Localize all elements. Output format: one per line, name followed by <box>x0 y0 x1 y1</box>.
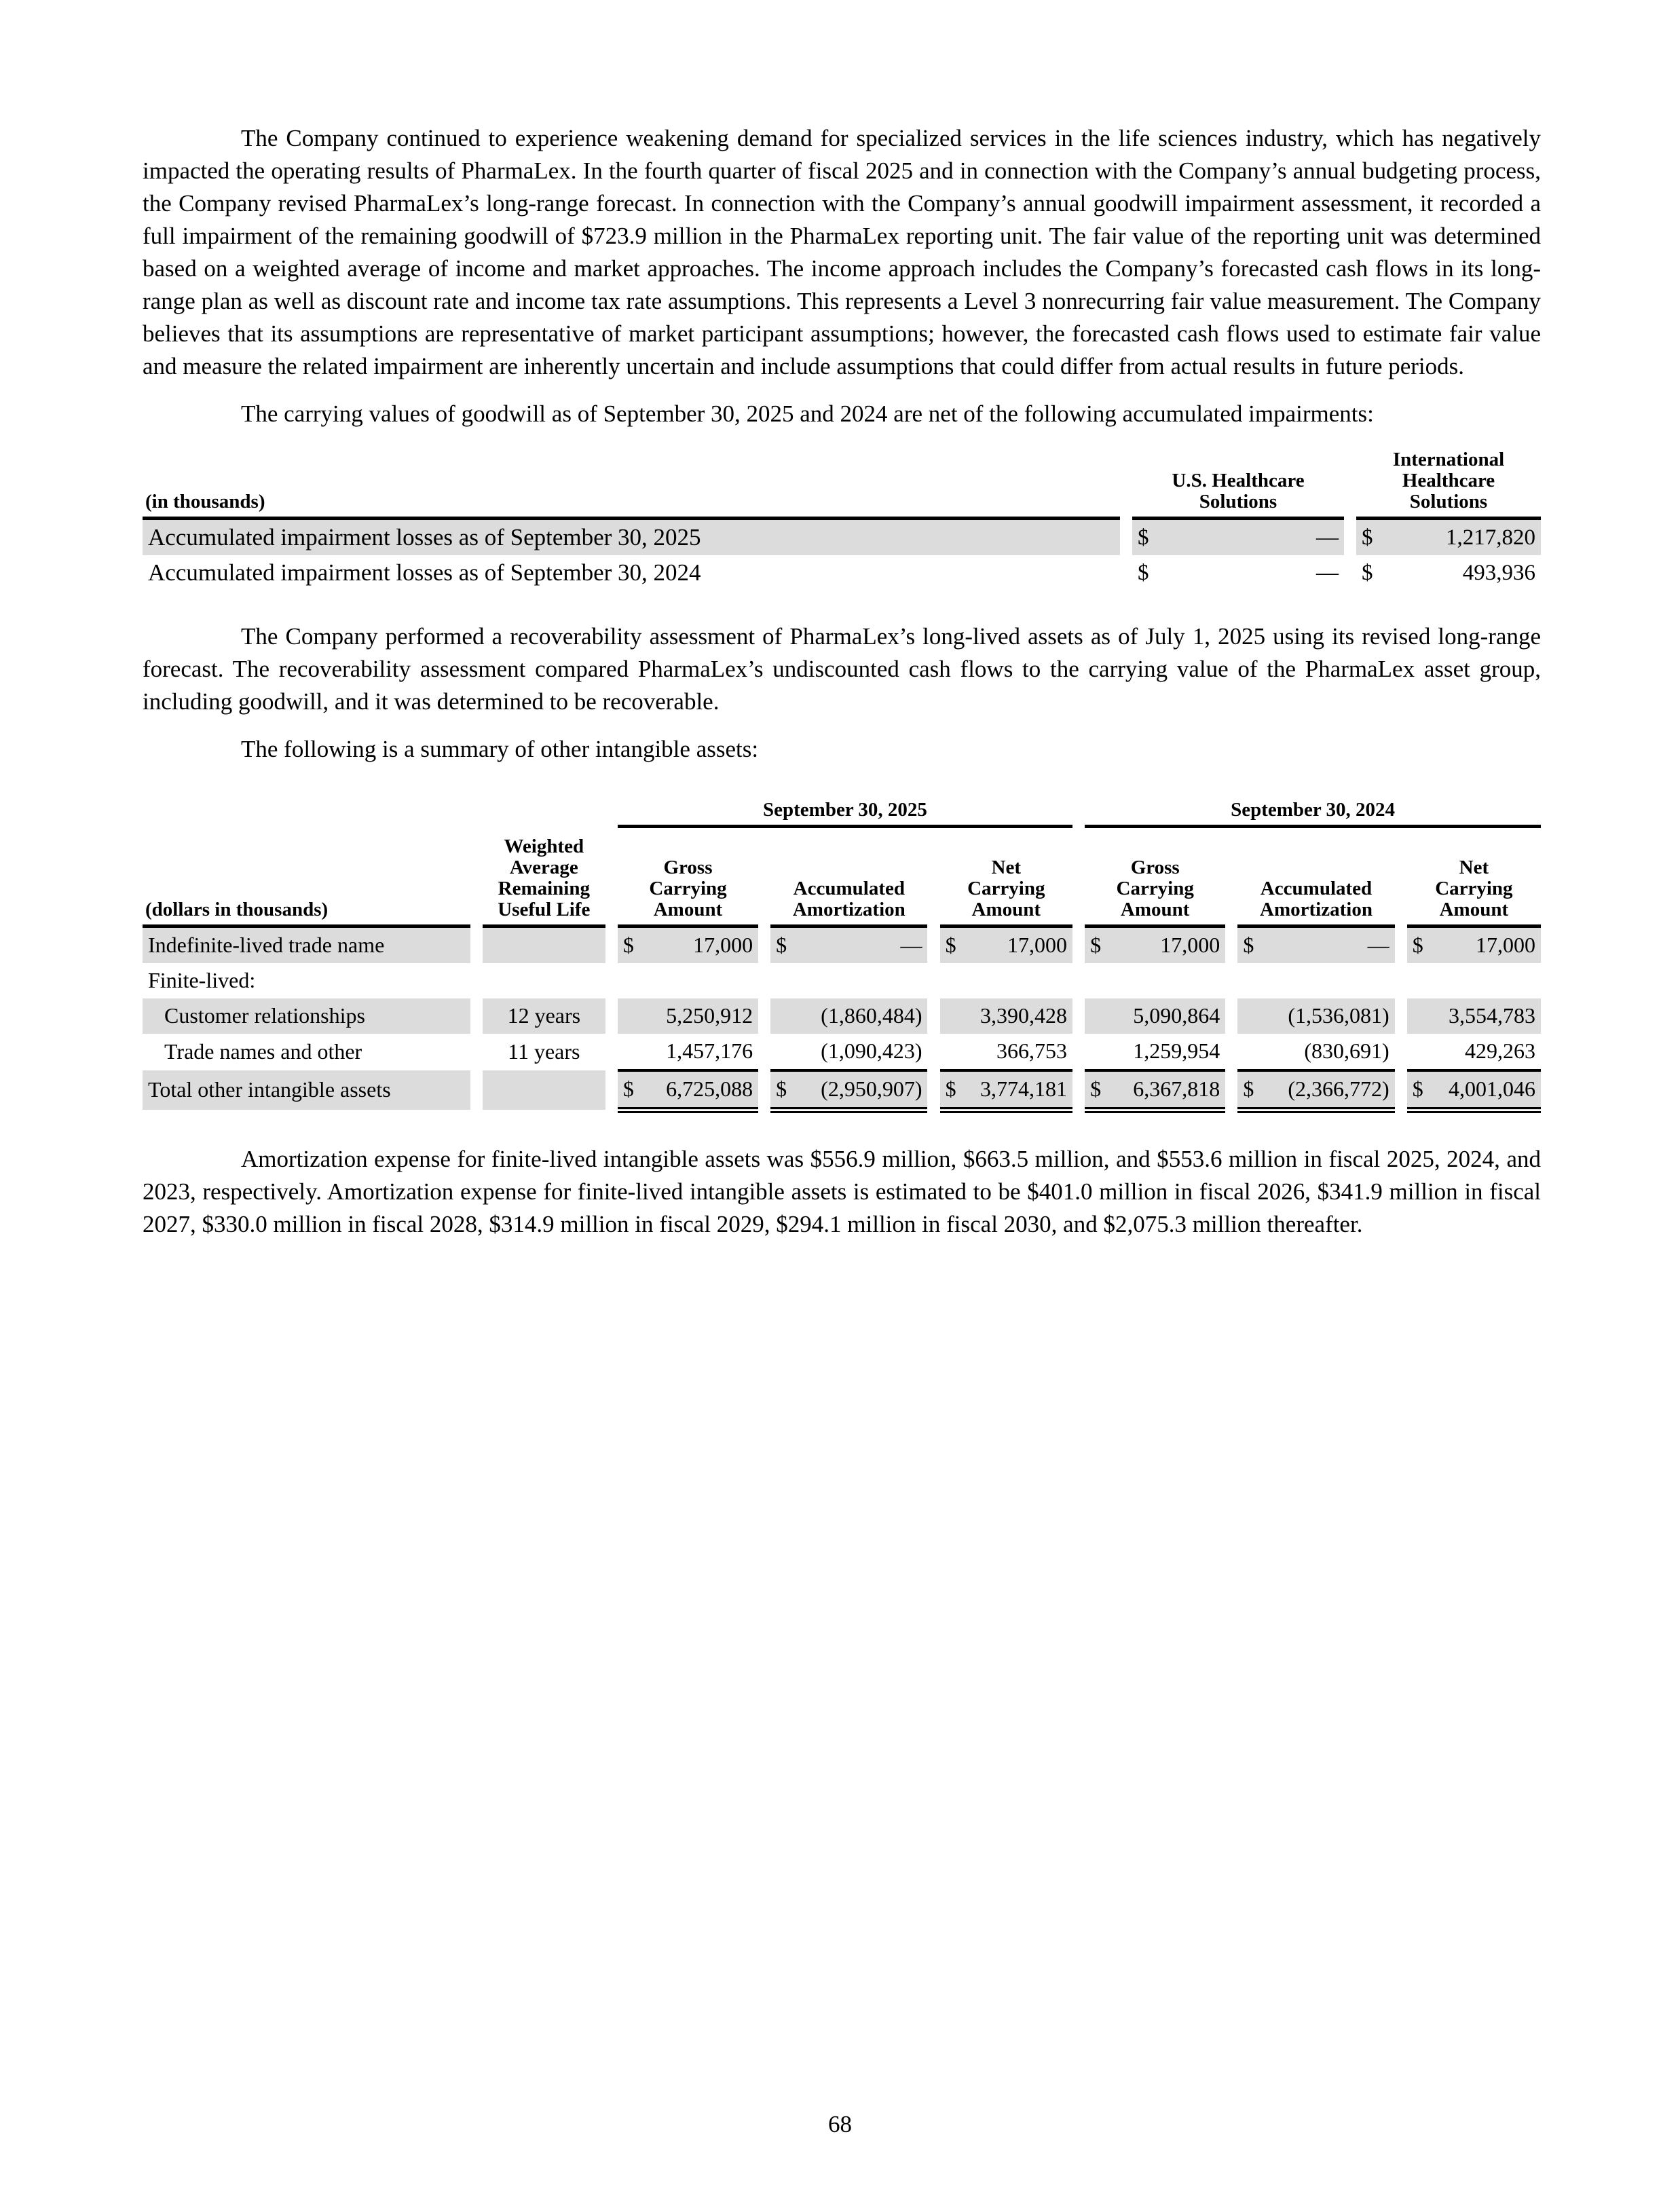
cell-useful-life: 12 years <box>483 998 605 1034</box>
group-header-row <box>143 800 1541 827</box>
cell-value: — <box>1263 926 1395 963</box>
paragraph-summary-intro: The following is a summary of other intangible assets: <box>241 736 759 762</box>
col-gross-2025: Gross Carrying Amount <box>618 827 758 927</box>
col-us-healthcare: U.S. Healthcare Solutions <box>1132 449 1344 519</box>
cell-value: 17,000 <box>965 926 1072 963</box>
table-row <box>143 926 1541 963</box>
table-row <box>143 519 1541 556</box>
cell-value: (1,860,484) <box>795 998 927 1034</box>
cell-value: 493,936 <box>1462 560 1535 585</box>
cell-value: 17,000 <box>642 926 758 963</box>
table-row <box>143 998 1541 1034</box>
currency-symbol: $ <box>1138 560 1149 585</box>
page-number: 68 <box>828 2111 852 2137</box>
currency-symbol: $ <box>618 1070 642 1110</box>
col-gross-2024: Gross Carrying Amount <box>1085 827 1225 927</box>
currency-symbol: $ <box>1237 1070 1262 1110</box>
cell-useful-life: 11 years <box>508 1039 580 1064</box>
currency-symbol: $ <box>618 926 642 963</box>
cell-value: (2,366,772) <box>1263 1070 1395 1110</box>
cell-value: 5,250,912 <box>642 998 758 1034</box>
cell-value: 5,090,864 <box>1109 998 1225 1034</box>
cell-value: 6,367,818 <box>1109 1070 1225 1110</box>
paragraph-recoverability: The Company performed a recoverability assessment of PharmaLex’s long-lived assets as of July 1, 2025 using its revised long-range forecast. The recoverability assessment compared PharmaLex’s undiscounted cash flows to the carrying value of the PharmaLex asset group, including goodwill, and it was determined to be recoverable. <box>143 623 1541 715</box>
currency-symbol: $ <box>1362 560 1373 585</box>
column-header-row <box>143 827 1541 927</box>
table-row <box>143 1034 1541 1070</box>
row-label: Finite-lived: <box>148 968 256 992</box>
cell-value: (1,536,081) <box>1263 998 1395 1034</box>
currency-symbol: $ <box>1407 926 1432 963</box>
table-row-total <box>143 1070 1541 1110</box>
group-sept-2025: September 30, 2025 <box>618 800 1072 827</box>
cell-value: (1,090,423) <box>821 1039 922 1063</box>
paragraph-carrying-values: The carrying values of goodwill as of September 30, 2025 and 2024 are net of the following accumulated impairments: <box>241 400 1374 427</box>
cell-value: (2,950,907) <box>795 1070 927 1110</box>
row-label: Accumulated impairment losses as of September 30, 2025 <box>143 519 1120 556</box>
currency-symbol: $ <box>1407 1070 1432 1110</box>
paragraph-impairment: The Company continued to experience weakening demand for specialized services in the life sciences industry, which has negatively impacted the operating results of PharmaLex. In the fourth quarter of fiscal 2025 and in connection with the Company’s annual budgeting process, the Company revised PharmaLex’s long-range forecast. In connection with the Company’s annual goodwill impairment assessment, it recorded a full impairment of the remaining goodwill of $723.9 million in the PharmaLex reporting unit. The fair value of the reporting unit was determined based on a weighted average of income and market approaches. The income approach includes the Company’s forecasted cash flows in its long-range plan as well as discount rate and income tax rate assumptions. This represents a Level 3 nonrecurring fair value measurement. The Company believes that its assumptions are representative of market participant assumptions; however, the forecasted cash flows used to estimate fair value and measure the related impairment are inherently uncertain and include assumptions that could differ from actual results in future periods. <box>143 125 1541 379</box>
table-row <box>143 963 1541 998</box>
row-label: Accumulated impairment losses as of September 30, 2024 <box>148 559 701 586</box>
col-useful-life: Weighted Average Remaining Useful Life <box>483 827 605 927</box>
row-label: Total other intangible assets <box>143 1070 470 1110</box>
intangibles-unit-label: (dollars in thousands) <box>143 827 470 927</box>
document-page <box>143 122 1541 1241</box>
currency-symbol: $ <box>1085 926 1109 963</box>
cell-value: 17,000 <box>1109 926 1225 963</box>
col-international-healthcare: International Healthcare Solutions <box>1356 449 1541 519</box>
cell-value: 4,001,046 <box>1432 1070 1541 1110</box>
currency-symbol: $ <box>940 1070 965 1110</box>
cell-value: 366,753 <box>996 1039 1068 1063</box>
cell-value: (830,691) <box>1304 1039 1389 1063</box>
row-label: Trade names and other <box>164 1039 362 1064</box>
currency-symbol: $ <box>1356 519 1387 556</box>
impairment-table <box>143 449 1541 591</box>
cell-value: — <box>795 926 927 963</box>
currency-symbol: $ <box>770 926 795 963</box>
group-sept-2024: September 30, 2024 <box>1085 800 1541 827</box>
col-net-2024: Net Carrying Amount <box>1407 827 1541 927</box>
col-net-2025: Net Carrying Amount <box>940 827 1072 927</box>
intangibles-table <box>143 800 1541 1113</box>
currency-symbol: $ <box>770 1070 795 1110</box>
cell-value: 3,554,783 <box>1432 998 1541 1034</box>
col-accum-2024: Accumulated Amortization <box>1237 827 1394 927</box>
cell-value: 17,000 <box>1432 926 1541 963</box>
cell-value: — <box>1316 560 1339 585</box>
currency-symbol: $ <box>1132 519 1163 556</box>
row-label: Indefinite-lived trade name <box>143 926 470 963</box>
cell-value: 429,263 <box>1465 1039 1535 1063</box>
impairment-unit-label: (in thousands) <box>143 449 1120 519</box>
currency-symbol: $ <box>1237 926 1262 963</box>
cell-useful-life <box>483 926 605 963</box>
cell-value: 3,774,181 <box>965 1070 1072 1110</box>
cell-value: 1,457,176 <box>666 1039 753 1063</box>
table-row <box>143 555 1541 591</box>
currency-symbol: $ <box>940 926 965 963</box>
cell-value: 6,725,088 <box>642 1070 758 1110</box>
col-accum-2025: Accumulated Amortization <box>770 827 927 927</box>
paragraph-amortization: Amortization expense for finite-lived intangible assets was $556.9 million, $663.5 million, and $553.6 million in fiscal 2025, 2024, and 2023, respectively. Amortization expense for finite-lived intangible assets is estimated to be $401.0 million in fiscal 2026, $341.9 million in fiscal 2027, $330.0 million in fiscal 2028, $314.9 million in fiscal 2029, $294.1 million in fiscal 2030, and $2,075.3 million thereafter. <box>143 1145 1541 1237</box>
impairment-header-row <box>143 449 1541 519</box>
row-label: Customer relationships <box>143 998 470 1034</box>
currency-symbol: $ <box>1085 1070 1109 1110</box>
cell-value: — <box>1163 519 1344 556</box>
cell-value: 1,217,820 <box>1387 519 1541 556</box>
cell-value: 1,259,954 <box>1133 1039 1220 1063</box>
cell-value: 3,390,428 <box>965 998 1072 1034</box>
